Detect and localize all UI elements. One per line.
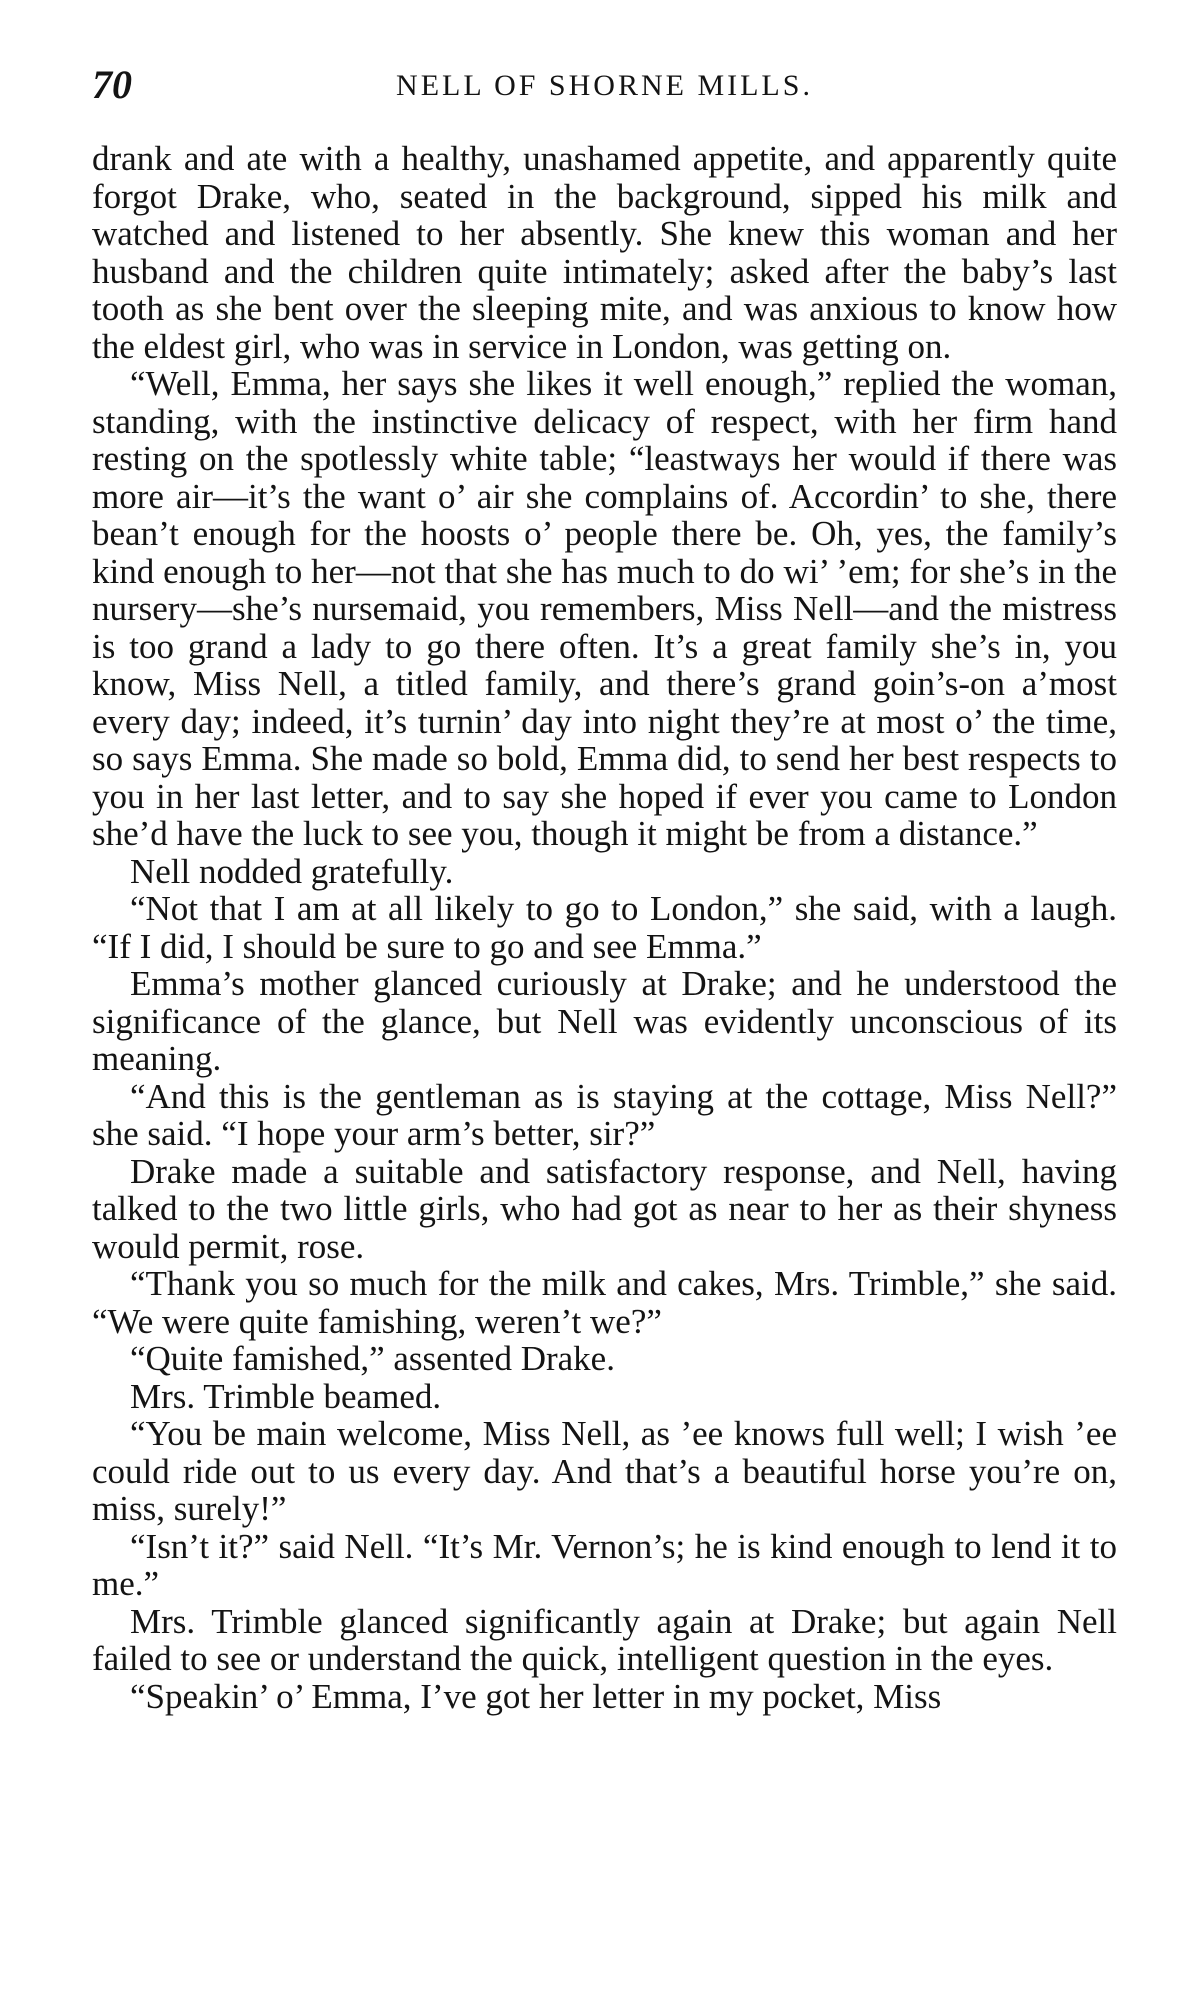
paragraph: “Isn’t it?” said Nell. “It’s Mr. Vernon’s; he is kind enough to lend it to me.” — [92, 1526, 1117, 1603]
paragraph: drank and ate with a healthy, unashamed appetite, and apparently quite forgot Drake, who, seated in the background, sipped his milk and watched and listened to her absently. She knew this woman and her husband and the children quite intimately; asked after the baby’s last tooth as she bent over the sleeping mite, and was anxious to know how the eldest girl, who was in service in London, was getting on. — [92, 139, 1117, 366]
paragraph: “Speakin’ o’ Emma, I’ve got her letter in my pocket, Miss — [130, 1676, 942, 1716]
page-header — [92, 58, 1117, 128]
paragraph: “Thank you so much for the milk and cakes, Mrs. Trimble,” she said. “We were quite famishing, weren’t we?” — [92, 1264, 1117, 1341]
paragraph: “Not that I am at all likely to go to London,” she said, with a laugh. “If I did, I should be sure to go and see Emma.” — [92, 889, 1117, 966]
paragraph: Emma’s mother glanced curiously at Drake; and he understood the significance of the glance, but Nell was evidently unconscious of its meaning. — [92, 964, 1117, 1078]
paragraph: “Quite famished,” assented Drake. — [130, 1339, 615, 1378]
paragraph: “And this is the gentleman as is staying at the cottage, Miss Nell?” she said. “I hope your arm’s better, sir?” — [92, 1076, 1117, 1153]
paragraph: Mrs. Trimble beamed. — [130, 1376, 442, 1416]
paragraph: Drake made a suitable and satisfactory response, and Nell, having talked to the two little girls, who had got as near to her as their shyness would permit, rose. — [92, 1151, 1117, 1266]
paragraph: Nell nodded gratefully. — [130, 851, 454, 891]
paragraph: Mrs. Trimble glanced significantly again at Drake; but again Nell failed to see or understand the quick, intelligent question in the eyes. — [92, 1601, 1117, 1678]
paragraph: “You be main welcome, Miss Nell, as ’ee knows full well; I wish ’ee could ride out to us every day. And that’s a beautiful horse you’re on, miss, surely!” — [92, 1414, 1117, 1528]
running-head: NELL OF SHORNE MILLS. — [396, 69, 813, 102]
book-page — [92, 58, 1117, 1715]
paragraph: “Well, Emma, her says she likes it well enough,” replied the woman, standing, with the instinctive delicacy of respect, with her firm hand resting on the spotlessly white table; “leastways her would if there was more air—it’s the want o’ air she complains of. Accordin’ to she, there bean’t enough for the hoosts o’ people there be. Oh, yes, the family’s kind enough to her—not that she has much to do wi’ ’em; for she’s in the nursery—she’s nursemaid, you remembers, Miss Nell—and the mistress is too grand a lady to go there often. It’s a great family she’s in, you know, Miss Nell, a titled family, and there’s grand goin’s-on a’most every day; indeed, it’s turnin’ day into night they’re at most o’ the time, so says Emma. She made so bold, Emma did, to send her best respects to you in her last letter, and to say she hoped if ever you came to London she’d have the luck to see you, though it might be from a distance.” — [92, 364, 1117, 853]
page-number: 70 — [92, 62, 132, 107]
body-text — [92, 140, 1117, 1715]
